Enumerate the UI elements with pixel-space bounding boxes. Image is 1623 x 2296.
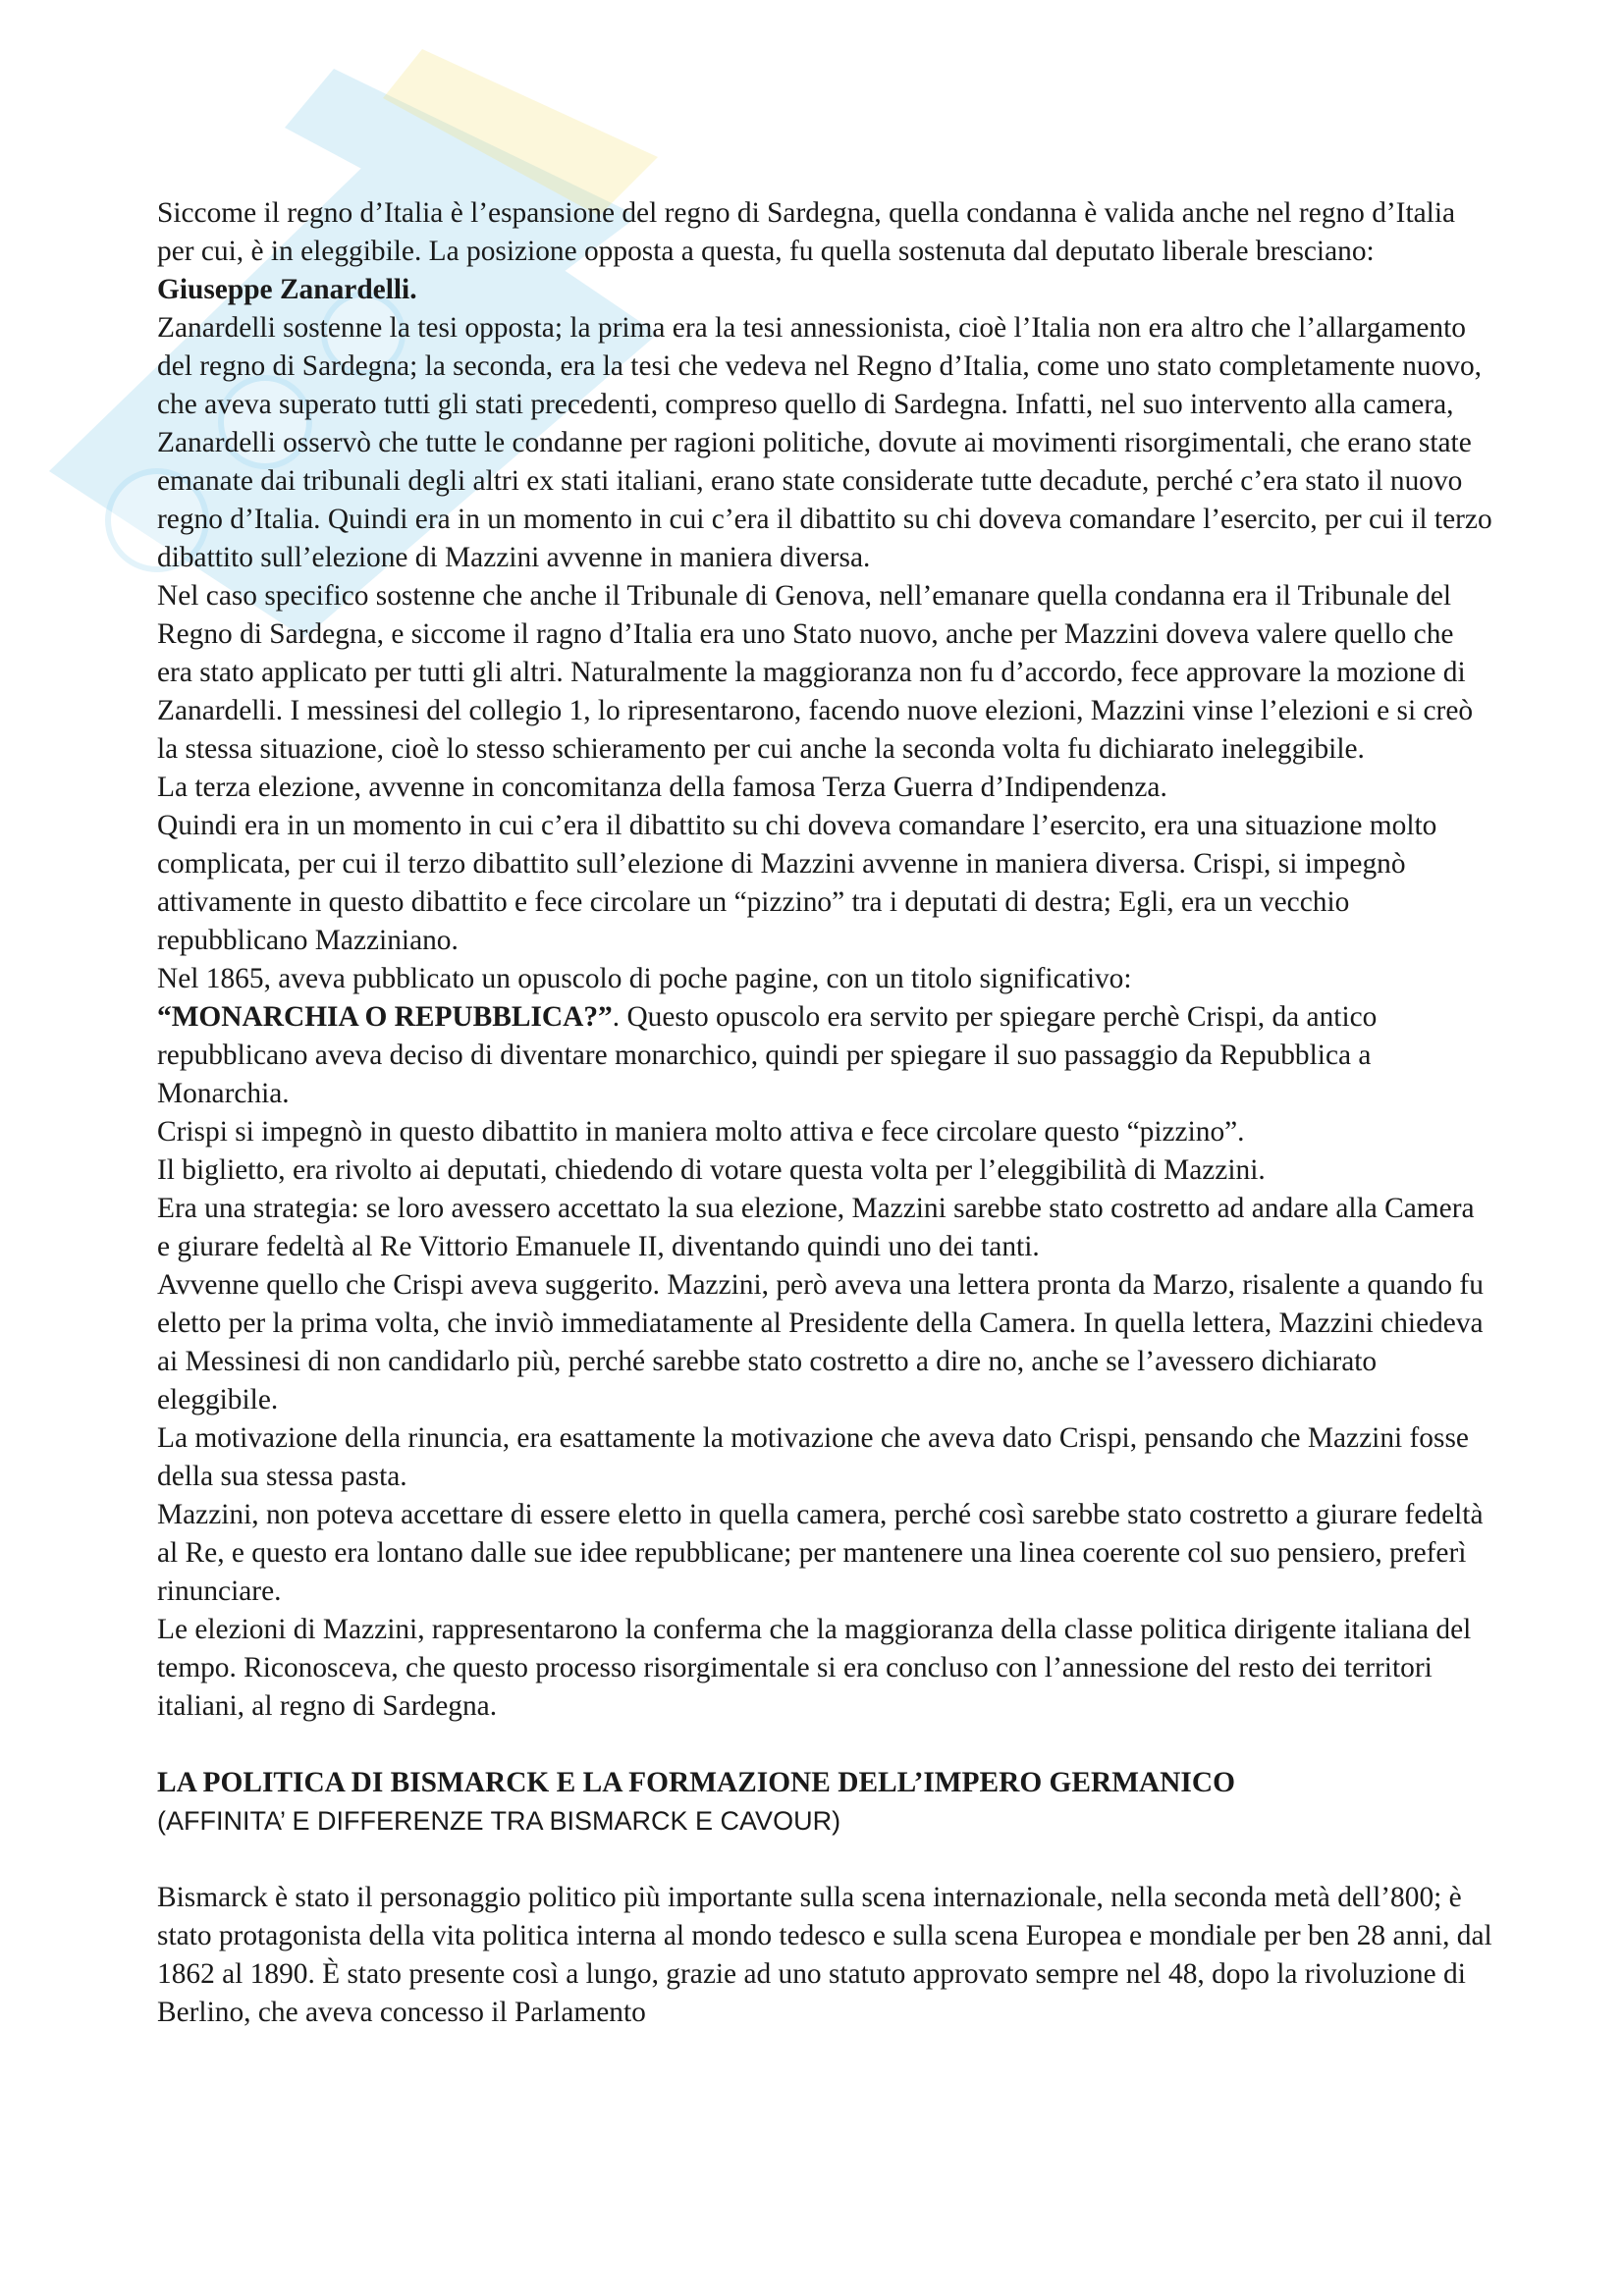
paragraph-monarchia: “MONARCHIA O REPUBBLICA?”. Questo opuscolo era servito per spiegare perchè Crispi, da antico repubblicano aveva deciso di diventare monarchico, quindi per spiegare il suo passaggio da Repubblica a Monarchia. xyxy=(157,1001,1378,1109)
paragraph-1: Siccome il regno d’Italia è l’espansione del regno di Sardegna, quella condanna è valida anche nel regno d’Italia per cui, è in eleggibile. La posizione opposta a questa, fu quella sostenuta dal deputato liberale bresciano: Giuseppe Zanardelli. xyxy=(157,197,1456,305)
zanardelli-name: Giuseppe Zanardelli. xyxy=(157,274,417,305)
paragraph-5: Quindi era in un momento in cui c’era il dibattito su chi doveva comandare l’esercito, era una situazione molto complicata, per cui il terzo dibattito sull’elezione di Mazzini avvenne in maniera diversa. Crispi, si impegnò attivamente in questo dibattito e fece circolare un “pizzino” tra i deputati di destra; Egli, era un vecchio repubblicano Mazziniano. xyxy=(157,810,1437,956)
paragraph-11: La motivazione della rinuncia, era esattamente la motivazione che aveva dato Crispi, pensando che Mazzini fosse della sua stessa pasta. xyxy=(157,1422,1469,1492)
paragraph-8: Il biglietto, era rivolto ai deputati, chiedendo di votare questa volta per l’eleggibilità di Mazzini. xyxy=(157,1154,1266,1186)
section-title: LA POLITICA DI BISMARCK E LA FORMAZIONE DELL’IMPERO GERMANICO xyxy=(157,1767,1235,1798)
paragraph-10: Avvenne quello che Crispi aveva suggerito. Mazzini, però aveva una lettera pronta da Marzo, risalente a quando fu eletto per la prima volta, che inviò immediatamente al Presidente della Camera. In quella lettera, Mazzini chiedeva ai Messinesi di non candidarlo più, perché sarebbe stato costretto a dire no, anche se l’avessero dichiarato eleggibile. xyxy=(157,1269,1484,1415)
paragraph-9: Era una strategia: se loro avessero accettato la sua elezione, Mazzini sarebbe stato costretto ad andare alla Camera e giurare fedeltà al Re Vittorio Emanuele II, diventando quindi uno dei tanti. xyxy=(157,1193,1475,1262)
paragraph-2: Zanardelli sostenne la tesi opposta; la prima era la tesi annessionista, cioè l’Italia non era altro che l’allargamento del regno di Sardegna; la seconda, era la tesi che vedeva nel Regno d’Italia, come uno stato completamente nuovo, che aveva superato tutti gli stati precedenti, compreso quello di Sardegna. Infatti, nel suo intervento alla camera, Zanardelli osservò che tutte le condanne per ragioni politiche, dovute ai movimenti risorgimentali, che erano state emanate dai tribunali degli altri ex stati italiani, erano state considerate tutte decadute, perché c’era stato il nuovo regno d’Italia. Quindi era in un momento in cui c’era il dibattito su chi doveva comandare l’esercito, per cui il terzo dibattito sull’elezione di Mazzini avvenne in maniera diversa. xyxy=(157,312,1492,573)
paragraph-7: Crispi si impegnò in questo dibattito in maniera molto attiva e fece circolare questo “pizzino”. xyxy=(157,1116,1245,1148)
closing-paragraph: Bismarck è stato il personaggio politico più importante sulla scena internazionale, nella seconda metà dell’800; è stato protagonista della vita politica interna al mondo tedesco e sulla scena Europea e mondiale per ben 28 anni, dal 1862 al 1890. È stato presente così a lungo, grazie ad uno statuto approvato sempre nel 48, dopo la rivoluzione di Berlino, che aveva concesso il Parlamento xyxy=(157,1882,1492,2028)
paragraph-3: Nel caso specifico sostenne che anche il Tribunale di Genova, nell’emanare quella condanna era il Tribunale del Regno di Sardegna, e siccome il ragno d’Italia era uno Stato nuovo, anche per Mazzini doveva valere quello che era stato applicato per tutti gli altri. Naturalmente la maggioranza non fu d’accordo, fece approvare la mozione di Zanardelli. I messinesi del collegio 1, lo ripresentarono, facendo nuove elezioni, Mazzini vinse l’elezioni e si creò la stessa situazione, cioè lo stesso schieramento per cui anche la seconda volta fu dichiarato ineleggibile. xyxy=(157,580,1474,765)
monarchia-title: “MONARCHIA O REPUBBLICA?” xyxy=(157,1001,613,1033)
paragraph-4: La terza elezione, avvenne in concomitanza della famosa Terza Guerra d’Indipendenza. xyxy=(157,772,1167,803)
paragraph-6: Nel 1865, aveva pubblicato un opuscolo di poche pagine, con un titolo significativo: xyxy=(157,963,1132,994)
document-body xyxy=(157,194,1492,2032)
paragraph-12: Mazzini, non poteva accettare di essere eletto in quella camera, perché così sarebbe stato costretto a giurare fedeltà al Re, e questo era lontano dalle sue idee repubblicane; per mantenere una linea coerente col suo pensiero, preferì rinunciare. xyxy=(157,1499,1484,1607)
section-subtitle: (AFFINITA’ E DIFFERENZE TRA BISMARCK E CAVOUR) xyxy=(157,1806,841,1836)
paragraph-13: Le elezioni di Mazzini, rappresentarono la conferma che la maggioranza della classe politica dirigente italiana del tempo. Riconosceva, che questo processo risorgimentale si era concluso con l’annessione del resto dei territori italiani, al regno di Sardegna. xyxy=(157,1614,1472,1722)
